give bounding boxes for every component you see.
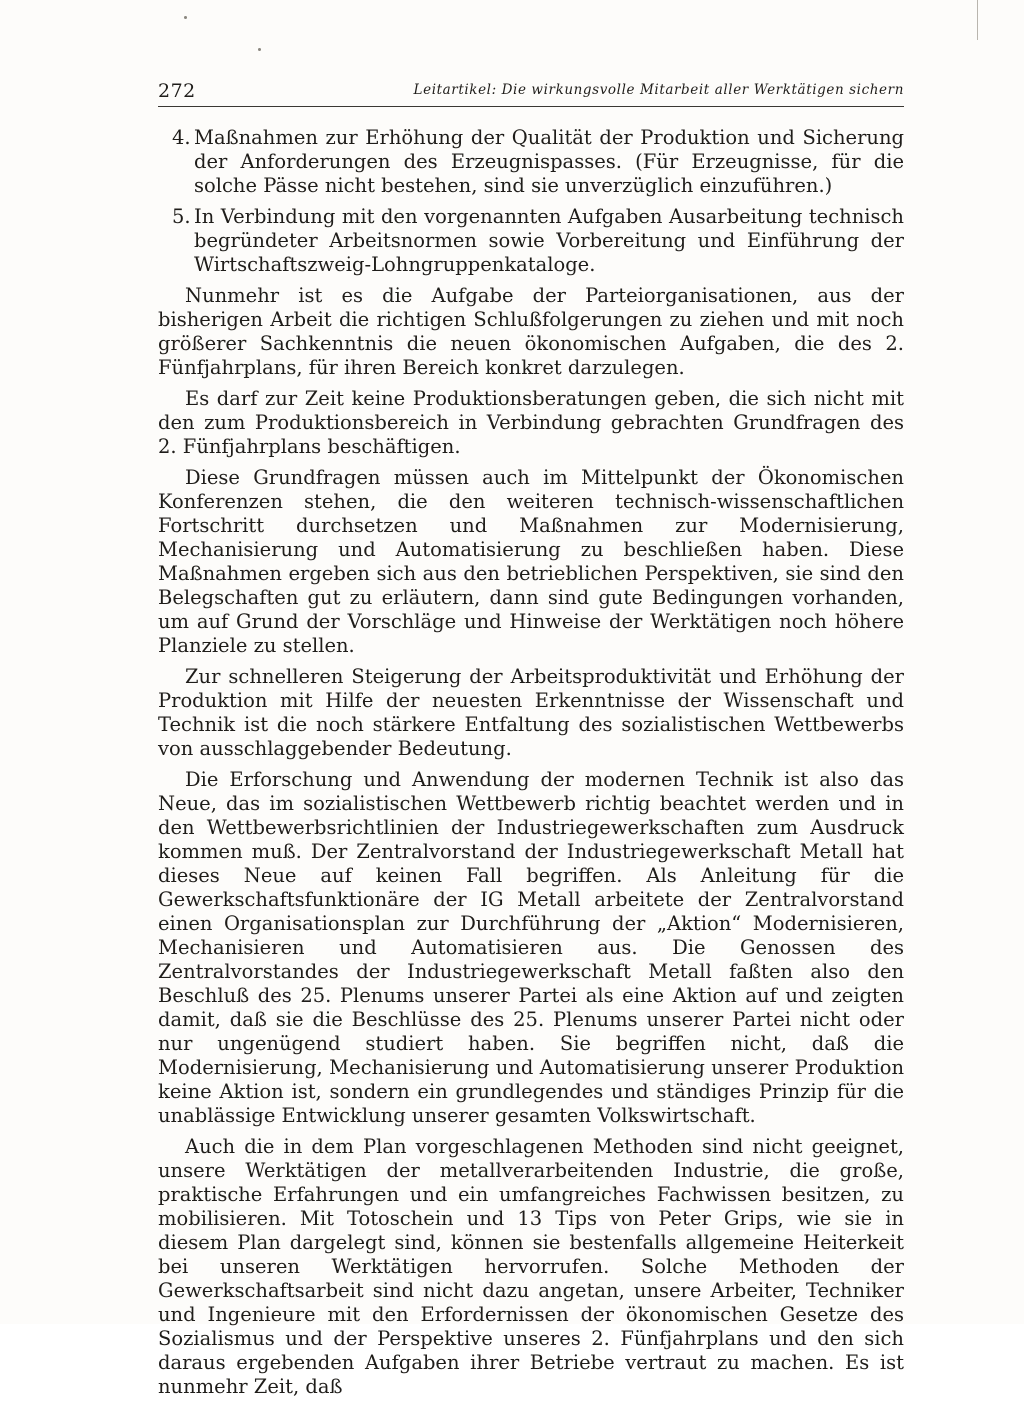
page-number: 272 xyxy=(158,80,196,102)
paragraph: Auch die in dem Plan vorgeschlagenen Methoden sind nicht geeignet, unsere Werktätigen der metallverarbeitenden Industrie, die große, praktische Erfahrungen und ein umfangreiches Fachwissen besitzen, zu mobilisieren. Mit Totoschein und 13 Tips von Peter Grips, wie sie in diesem Plan dargelegt sind, können sie bestenfalls allgemeine Heiterkeit bei unseren Werktätigen hervorrufen. Solche Methoden der Gewerkschaftsarbeit sind nicht dazu angetan, unsere Arbeiter, Techniker und Ingenieure mit den Erfordernissen der ökonomischen Gesetze des Sozialismus und der Perspektive unseres 2. Fünfjahrplans und den sich daraus ergebenden Aufgaben ihrer Betriebe vertraut zu machen. Es ist nunmehr Zeit, daß xyxy=(158,1135,904,1398)
paragraph: Nunmehr ist es die Aufgabe der Parteiorganisationen, aus der bisherigen Arbeit die richtigen Schlußfolgerungen zu ziehen und mit noch größerer Sachkenntnis die neuen ökonomischen Aufgaben, die des 2. Fünfjahrplans, für ihren Bereich konkret darzulegen. xyxy=(158,284,904,379)
list-item xyxy=(158,126,904,198)
list-item-text: Maßnahmen zur Erhöhung der Qualität der Produktion und Sicherung der Anforderungen des Erzeugnispasses. (Für Erzeugnisse, für die solche Pässe nicht bestehen, sind sie unverzüglich einzuführen.) xyxy=(194,126,904,197)
page-edge-mark xyxy=(977,0,978,40)
list-item-number: 5. xyxy=(172,205,191,228)
paragraph: Es darf zur Zeit keine Produktionsberatungen geben, die sich nicht mit den zum Produktionsbereich in Verbindung gebrachten Grundfragen des 2. Fünfjahrplans beschäftigen. xyxy=(158,387,904,458)
scan-speck xyxy=(258,48,261,51)
running-head: Leitartikel: Die wirkungsvolle Mitarbeit aller Werktätigen sichern xyxy=(413,82,904,98)
list-item xyxy=(158,205,904,277)
page-header xyxy=(158,78,904,107)
list-item-text: In Verbindung mit den vorgenannten Aufgaben Ausarbeitung technisch begründeter Arbeitsnormen sowie Vorbereitung und Einführung der Wirtschaftszweig-Lohngruppenkataloge. xyxy=(194,205,904,276)
scan-speck xyxy=(184,16,187,19)
paragraph: Zur schnelleren Steigerung der Arbeitsproduktivität und Erhöhung der Produktion mit Hilfe der neuesten Erkenntnisse der Wissenschaft und Technik ist die noch stärkere Entfaltung des sozialistischen Wettbewerbs von ausschlaggebender Bedeutung. xyxy=(158,665,904,760)
article-body xyxy=(158,126,904,1406)
list-item-number: 4. xyxy=(172,126,191,149)
paragraph: Die Erforschung und Anwendung der modernen Technik ist also das Neue, das im sozialistischen Wettbewerb richtig beachtet werden und in den Wettbewerbsrichtlinien der Industriegewerkschaften zum Ausdruck kommen muß. Der Zentralvorstand der Industriegewerkschaft Metall hat dieses Neue auf keinen Fall begriffen. Als Anleitung für die Gewerkschaftsfunktionäre der IG Metall arbeitete der Zentralvorstand einen Organisationsplan zur Durchführung der „Aktion“ Modernisieren, Mechanisieren und Automatisieren aus. Die Genossen des Zentralvorstandes der Industriegewerkschaft Metall faßten also den Beschluß des 25. Plenums unserer Partei als eine Aktion auf und zeigten damit, daß sie die Beschlüsse des 25. Plenums unserer Partei nicht oder nur ungenügend studiert haben. Sie begriffen nicht, daß die Modernisierung, Mechanisierung und Automatisierung unserer Produktion keine Aktion ist, sondern ein grundlegendes und ständiges Prinzip für die unablässige Entwicklung unserer gesamten Volkswirtschaft. xyxy=(158,768,904,1127)
paragraph: Diese Grundfragen müssen auch im Mittelpunkt der Ökonomischen Konferenzen stehen, die den weiteren technisch-wissenschaftlichen Fortschritt durchsetzen und Maßnahmen zur Modernisierung, Mechanisierung und Automatisierung zu beschließen haben. Diese Maßnahmen ergeben sich aus den betrieblichen Perspektiven, sie sind den Belegschaften gut zu erläutern, dann sind gute Bedingungen vorhanden, um auf Grund der Vorschläge und Hinweise der Werktätigen noch höhere Planziele zu stellen. xyxy=(158,466,904,657)
